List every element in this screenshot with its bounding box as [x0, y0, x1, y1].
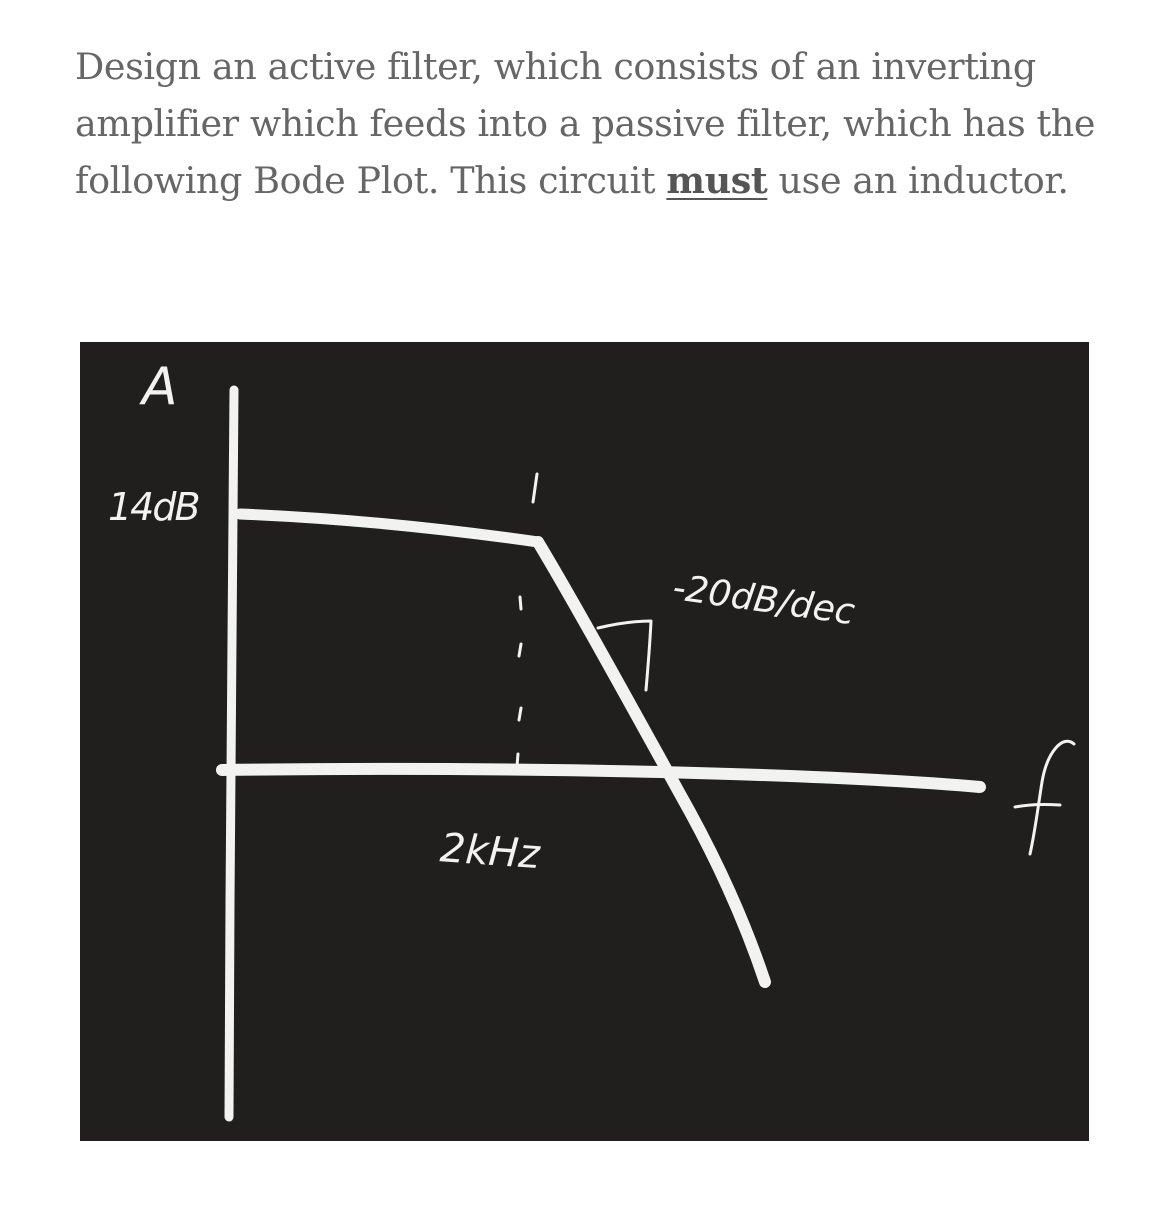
cutoff-dashed-line — [517, 474, 537, 766]
x-axis — [222, 769, 980, 787]
x-axis-label-glyph — [1015, 741, 1074, 854]
bode-plot-svg — [80, 342, 1089, 1141]
question-emphasis: must — [666, 159, 768, 202]
cutoff-label: 2kHz — [438, 825, 542, 879]
gain-label: 14dB — [108, 485, 199, 529]
question-text — [75, 38, 1105, 209]
slope-label: -20dB/dec — [670, 567, 858, 634]
magnitude-passband-line — [240, 514, 538, 542]
question-text-after: use an inductor. — [767, 159, 1069, 202]
y-axis-label: A — [142, 357, 178, 417]
y-axis — [229, 390, 234, 1117]
bode-plot-board — [80, 342, 1089, 1141]
question-text-before: Design an active filter, which consists of an inverting amplifier which feeds into a passive filter, which has the following Bode Plot. This circuit — [75, 45, 1096, 202]
